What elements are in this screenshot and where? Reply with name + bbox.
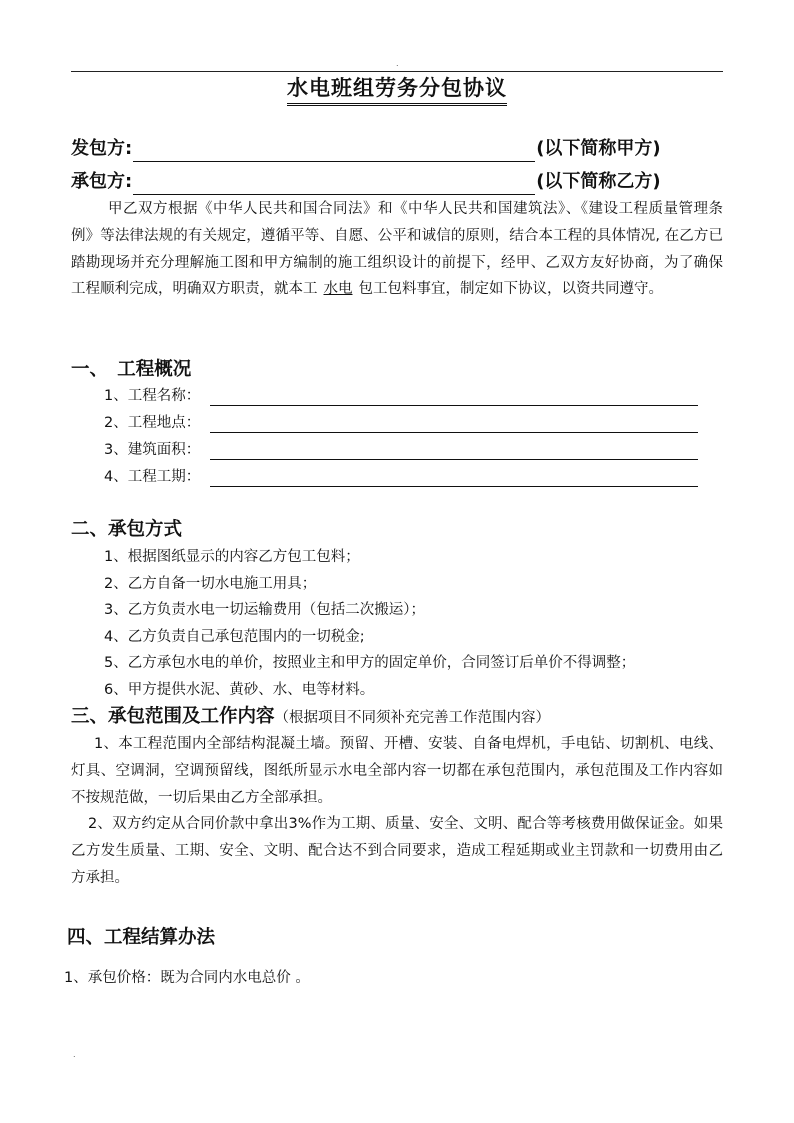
contractor-suffix: (以下简称甲方) <box>536 138 661 159</box>
contract-method-item: 2、乙方自备一切水电施工用具； <box>104 576 317 592</box>
building-area-row <box>104 439 698 461</box>
page-marker-dot: . <box>73 1050 76 1059</box>
contract-method-item: 3、乙方负责水电一切运输费用（包括二次搬运）； <box>104 602 425 618</box>
contractor-blank[interactable] <box>133 141 535 162</box>
project-location-label: 2、工程地点： <box>104 415 201 431</box>
contract-method-item: 5、乙方承包水电的单价，按照业主和甲方的固定单价，合同签订后单价不得调整； <box>104 655 636 671</box>
project-name-label: 1、工程名称： <box>104 388 201 404</box>
intro-paragraph: 甲乙双方根据《中华人民共和国合同法》和《中华人民共和国建筑法》、《建设工程质量管理条例》等法律法规的有关规定，遵循平等、自愿、公平和诚信的原则，结合本工程的具体情况, 在乙方已踏勘现场并充分理解施工图和甲方编制的施工组织设计的前提下，经甲、乙双方友好协商，为了确保工程顺利完成，明确双方职责，就本工 水电 包工包料事宜，制定如下协议，以资共同遵守。 <box>71 201 723 298</box>
section3-note: （根据项目不同须补充完善工作范围内容） <box>274 710 551 726</box>
scope-paragraph-1: 1、本工程范围内全部结构混凝土墙。预留、开槽、安装、自备电焊机，手电钻、切割机、电线、灯具、空调洞，空调预留线，图纸所显示水电全部内容一切都在承包范围内，承包范围及工作内容如不按规范做，一切后果由乙方全部承担。 <box>71 736 723 806</box>
section2-heading: 二、承包方式 <box>71 519 183 540</box>
contract-method-item: 1、根据图纸显示的内容乙方包工包料； <box>104 549 360 565</box>
section4-heading: 四、工程结算办法 <box>67 927 216 948</box>
header-rule <box>71 71 723 72</box>
scope-underlined: 水电 <box>323 281 353 298</box>
project-location-row <box>104 412 698 434</box>
contractor-line <box>71 136 661 162</box>
project-duration-row <box>104 466 698 488</box>
document-title: 水电班组劳务分包协议 <box>0 74 794 106</box>
section1-heading: 一、 工程概况 <box>71 359 192 380</box>
section3-heading: 三、承包范围及工作内容（根据项目不同须补充完善工作范围内容） <box>71 706 551 727</box>
settlement-item: 1、承包价格：既为合同内水电总价 。 <box>64 970 310 986</box>
contractor-label: 发包方: <box>71 138 133 159</box>
building-area-label: 3、建筑面积： <box>104 442 201 458</box>
scope-paragraph-2: 2、双方约定从合同价款中拿出3%作为工期、质量、安全、文明、配合等考核费用做保证金。如果乙方发生质量、工期、安全、文明、配合达不到合同要求，造成工程延期或业主罚款和一切费用由乙方承担。 <box>71 816 723 886</box>
project-duration-blank[interactable] <box>210 486 698 487</box>
contract-method-item: 4、乙方负责自己承包范围内的一切税金; <box>104 629 365 645</box>
project-duration-label: 4、工程工期： <box>104 469 201 485</box>
subcontractor-line <box>71 169 661 195</box>
subcontractor-blank[interactable] <box>133 174 535 195</box>
building-area-blank[interactable] <box>210 459 698 460</box>
page-marker-dot: . <box>396 59 399 68</box>
project-name-row <box>104 385 698 407</box>
project-name-blank[interactable] <box>210 405 698 406</box>
contract-method-item: 6、甲方提供水泥、黄砂、水、电等材料。 <box>104 682 375 698</box>
project-location-blank[interactable] <box>210 432 698 433</box>
subcontractor-suffix: (以下简称乙方) <box>536 171 661 192</box>
subcontractor-label: 承包方: <box>71 171 133 192</box>
